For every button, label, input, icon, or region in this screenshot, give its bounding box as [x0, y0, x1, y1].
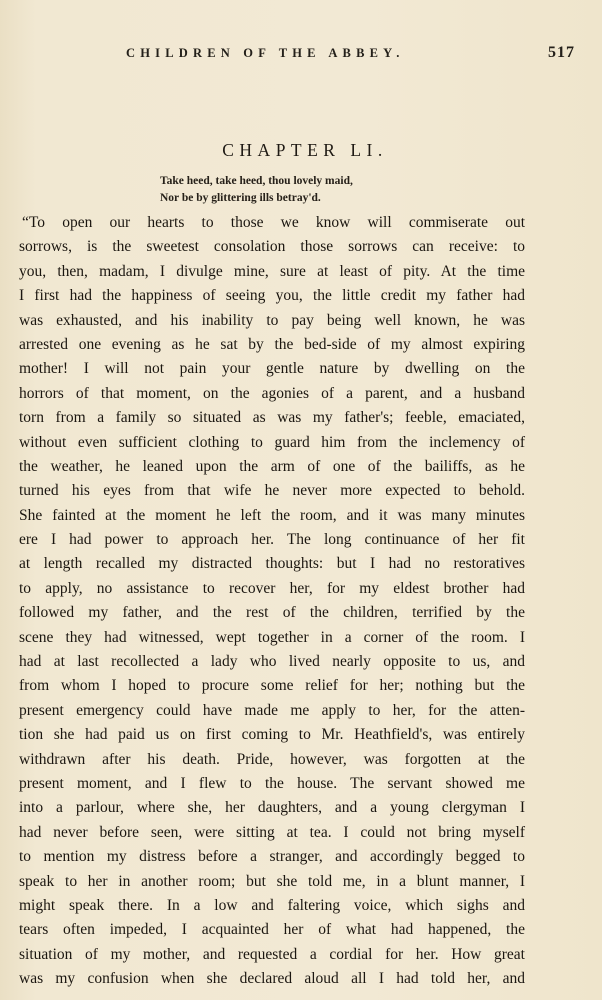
text-line: present emergency could have made me apply to her, for the atten- — [19, 701, 525, 719]
text-line: I first had the happiness of seeing you, the little credit my father had — [19, 287, 525, 305]
text-line: was my confusion when she declared aloud all I had told her, and — [19, 970, 525, 988]
epigraph — [160, 173, 480, 207]
text-line: situation of my mother, and requested a cordial for her. How great — [19, 945, 525, 963]
text-line: She fainted at the moment he left the room, and it was many minutes — [19, 506, 525, 524]
text-line: from whom I hoped to procure some relief for her; nothing but the — [19, 677, 525, 695]
page-number: 517 — [548, 44, 575, 61]
text-line: scene they had witnessed, wept together in a corner of the room. I — [19, 628, 525, 646]
text-line: sorrows, is the sweetest consolation those sorrows can receive: to — [19, 238, 525, 256]
text-line: followed my father, and the rest of the children, terrified by the — [19, 604, 525, 622]
text-line: without even sufficient clothing to guard him from the inclemency of — [19, 433, 525, 451]
text-line: “To open our hearts to those we know will commiserate out — [22, 214, 525, 231]
chapter-heading: CHAPTER LI. — [222, 140, 388, 160]
epigraph-line: Take heed, take heed, thou lovely maid, — [160, 175, 353, 187]
text-line: tion she had paid us on first coming to Mr. Heathfield's, was entirely — [19, 726, 525, 744]
text-line: to mention my distress before a stranger, and accordingly begged to — [19, 848, 525, 866]
text-line: might speak there. In a low and faltering voice, which sighs and — [19, 896, 525, 914]
text-line: withdrawn after his death. Pride, however, was forgotten at the — [19, 750, 525, 768]
text-line: mother! I will not pain your gentle nature by dwelling on the — [19, 360, 525, 378]
running-head — [0, 46, 602, 68]
text-line: speak to her in another room; but she told me, in a blunt manner, I — [19, 872, 525, 890]
text-line: into a parlour, where she, her daughters, and a young clergyman I — [19, 799, 525, 817]
epigraph-line: Nor be by glittering ills betray'd. — [160, 192, 321, 204]
text-line: turned his eyes from that wife he never more expected to behold. — [19, 482, 525, 500]
text-line: you, then, madam, I divulge mine, sure at least of pity. At the time — [19, 262, 525, 280]
text-line: was exhausted, and his inability to pay being well known, he was — [19, 311, 525, 329]
running-title: CHILDREN OF THE ABBEY. — [126, 46, 405, 60]
text-line: tears often impeded, I acquainted her of what had happened, the — [19, 921, 525, 939]
text-line: had never before seen, were sitting at tea. I could not bring myself — [19, 823, 525, 841]
text-line: ere I had power to approach her. The long continuance of her fit — [19, 531, 525, 549]
text-line: arrested one evening as he sat by the bed-side of my almost expiring — [19, 335, 525, 353]
text-line: had at last recollected a lady who lived nearly opposite to us, and — [19, 653, 525, 671]
text-line: torn from a family so situated as was my father's; feeble, emaciated, — [19, 409, 525, 427]
text-line: to apply, no assistance to recover her, for my eldest brother had — [19, 579, 525, 597]
text-line: present moment, and I flew to the house. The servant showed me — [19, 774, 525, 792]
body-text — [19, 211, 525, 992]
text-line: the weather, he leaned upon the arm of one of the bailiffs, as he — [19, 457, 525, 475]
text-line: horrors of that moment, on the agonies of a parent, and a husband — [19, 384, 525, 402]
text-line: at length recalled my distracted thoughts: but I had no restoratives — [19, 555, 525, 573]
